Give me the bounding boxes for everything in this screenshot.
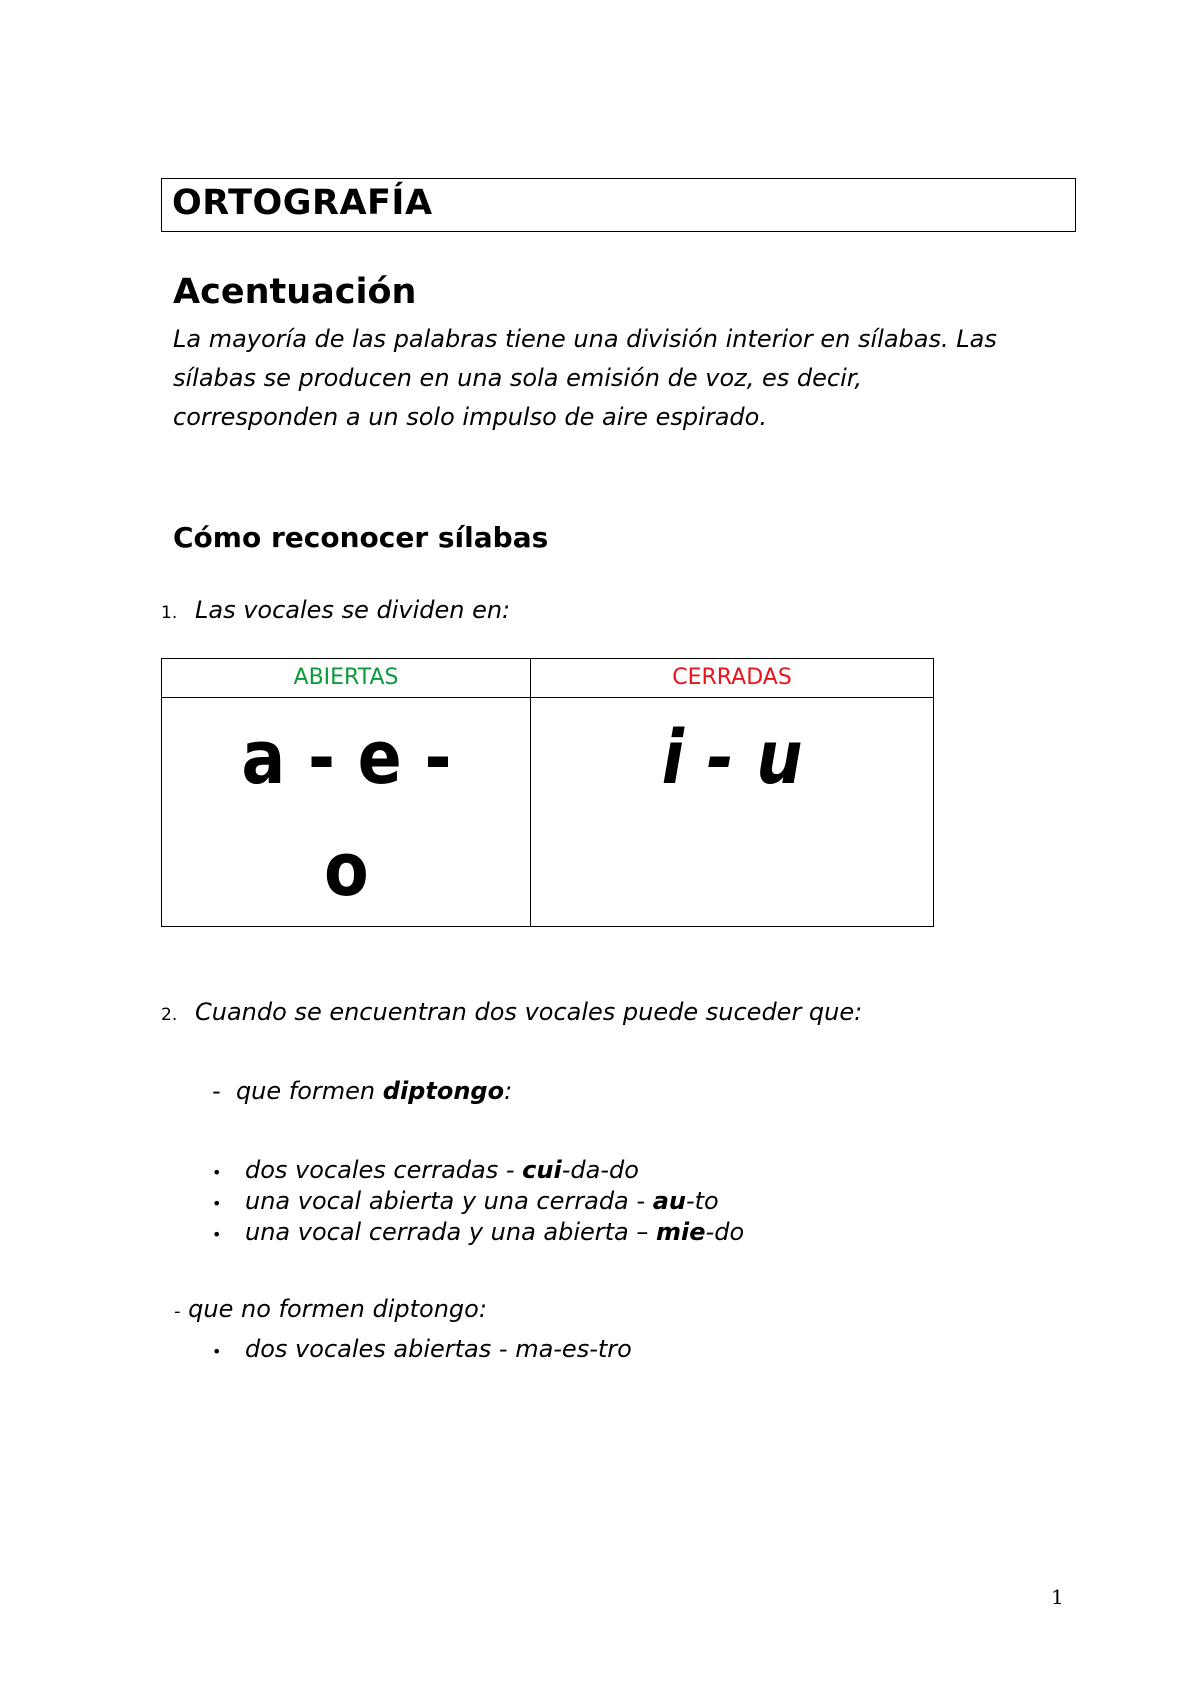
closed-vowels-cell — [531, 698, 934, 927]
intro-end: : — [504, 1077, 513, 1105]
no-diphthong-intro — [174, 1295, 487, 1323]
section-heading-text: Acentuación — [173, 272, 417, 312]
bullet-icon: • — [212, 1163, 222, 1182]
bullet-bold: au — [652, 1187, 686, 1215]
open-vowels-header: ABIERTAS — [162, 659, 531, 698]
bullet-bold: cui — [522, 1156, 562, 1184]
open-vowels-cell — [162, 698, 531, 927]
list-text: Las vocales se dividen en: — [195, 596, 511, 624]
no-diphthong-bullet-1 — [212, 1335, 632, 1363]
paragraph-line: La mayoría de las palabras tiene una división interior en sílabas. Las — [173, 325, 997, 353]
bullet-text: una vocal cerrada y una abierta – — [245, 1218, 657, 1246]
list-item-2 — [161, 998, 862, 1026]
bullet-rest: -to — [685, 1187, 719, 1215]
list-text: Cuando se encuentran dos vocales puede suceder que: — [195, 998, 863, 1026]
bullet-text: dos vocales cerradas - — [245, 1156, 523, 1184]
intro-text: que formen — [235, 1077, 383, 1105]
closed-vowels: i - u — [661, 715, 803, 801]
paragraph-line: sílabas se producen en una sola emisión de voz, es decir, — [173, 364, 863, 392]
paragraph-line: corresponden a un solo impulso de aire espirado. — [173, 403, 767, 431]
bullet-text: una vocal abierta y una cerrada - — [245, 1187, 653, 1215]
open-vowels — [241, 702, 451, 926]
page-title: ORTOGRAFÍA — [172, 183, 433, 223]
open-vowels-line: a - e - — [240, 715, 452, 801]
list-number: 1. — [161, 603, 178, 623]
diphthong-bullet-2 — [212, 1187, 719, 1215]
section-heading-como — [173, 521, 548, 554]
dash: - — [212, 1077, 221, 1105]
page-number: 1 — [1051, 1585, 1064, 1609]
bullet-icon: • — [212, 1194, 222, 1213]
bullet-icon: • — [212, 1342, 222, 1361]
list-number: 2. — [161, 1005, 178, 1025]
list-item-1 — [161, 596, 510, 624]
title-box — [161, 178, 1076, 232]
bullet-rest: -da-do — [561, 1156, 639, 1184]
bullet-bold: mie — [656, 1218, 706, 1246]
diphthong-bullet-1 — [212, 1156, 639, 1184]
dash: - — [174, 1301, 181, 1322]
intro-bold: diptongo — [382, 1077, 505, 1105]
open-vowels-line: o — [323, 827, 369, 913]
intro-paragraph — [173, 320, 1093, 437]
bullet-text: dos vocales abiertas - ma-es-tro — [245, 1335, 632, 1363]
bullet-rest: -do — [705, 1218, 745, 1246]
closed-vowels-header: CERRADAS — [531, 659, 934, 698]
diphthong-intro — [212, 1077, 512, 1105]
section-heading-acentuacion — [173, 272, 416, 312]
vowels-table — [161, 658, 934, 927]
intro-text: que no formen diptongo: — [188, 1295, 487, 1323]
section-heading-text: Cómo reconocer sílabas — [173, 521, 549, 554]
bullet-icon: • — [212, 1225, 222, 1244]
diphthong-bullet-3 — [212, 1218, 744, 1246]
